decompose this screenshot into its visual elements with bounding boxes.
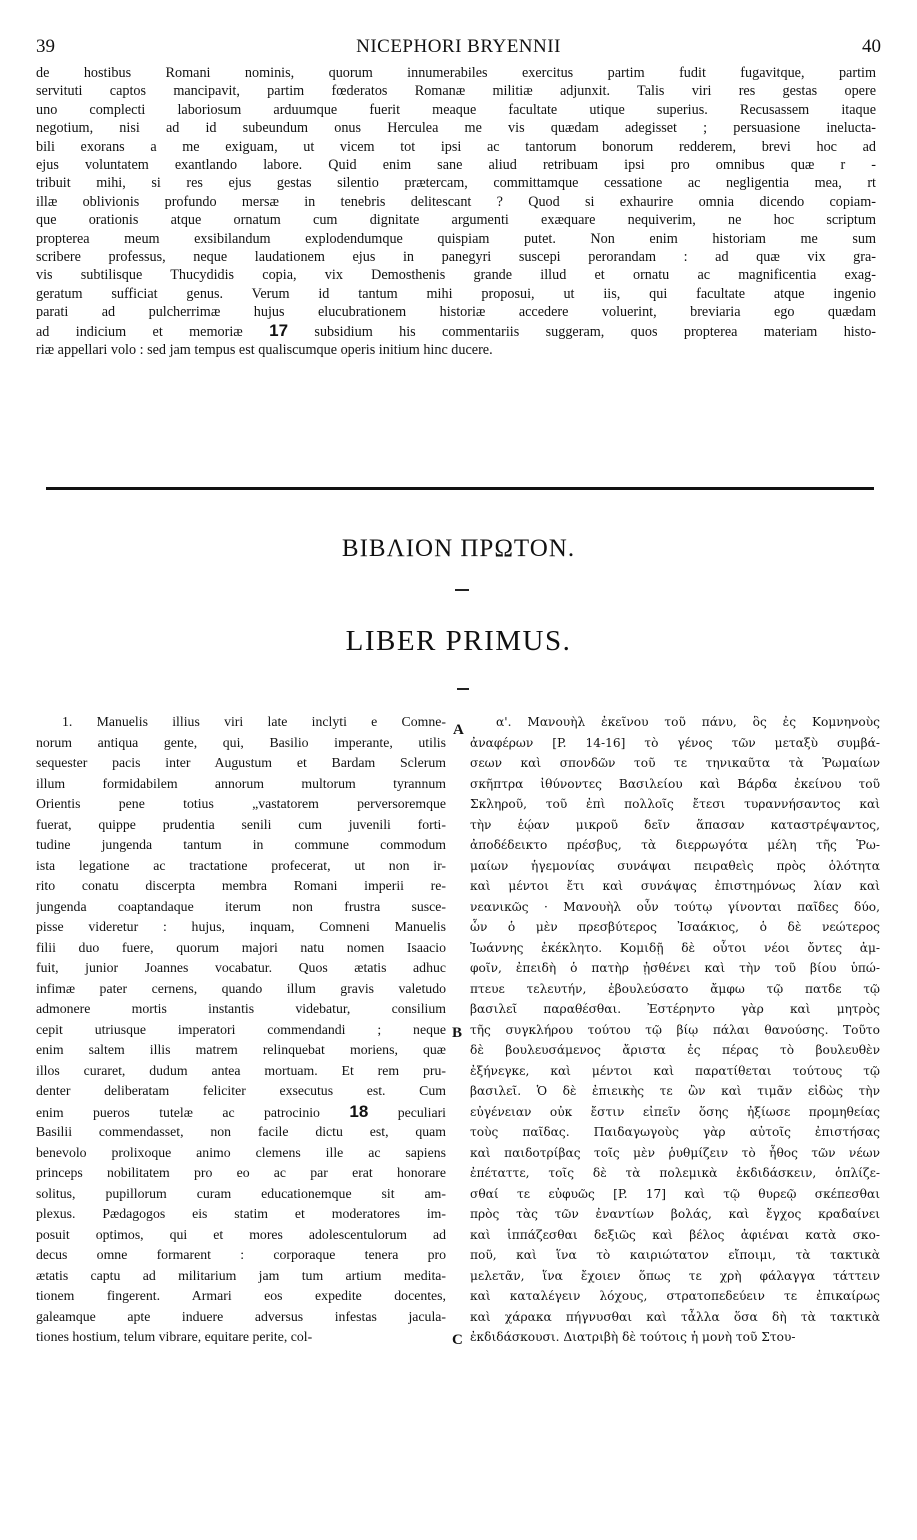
column-line: καὶ χάρακα πήγνυσθαι καὶ τἆλλα ὅσα δὴ τὰ τακτικὰ bbox=[470, 1309, 880, 1324]
column-line: α'. Μανουὴλ ἐκεῖνου τοῦ πάνυ, ὃς ἐς Κομνηνοὺς bbox=[496, 715, 880, 729]
running-title: NICEPHORI BRYENNII bbox=[356, 36, 561, 57]
column-line: infimæ pater cernens, quando illum gravis valetudo bbox=[36, 980, 446, 996]
preface-line-start: ad indicium et memoriæ bbox=[36, 323, 243, 340]
column-line: ætatis captu ad militarium jam tum artium medita- bbox=[36, 1267, 446, 1283]
column-line: Orientis pene totius „vastatorem perversoremque bbox=[36, 796, 446, 811]
column-line: τῆς συγκλήρου τούτου τῷ βίῳ πάλαι θανούσης. Τοῦτο bbox=[470, 1022, 880, 1037]
column-line: decus omne formarent : corporaque tenera pro bbox=[36, 1247, 446, 1262]
margin-marker-b: B bbox=[452, 1025, 463, 1041]
column-line: sequester pacis inter Augustum et Bardam Sclerum bbox=[36, 755, 446, 770]
column-line: ὧν ὁ μὲν πρεσβύτερος Ἰσαάκιος, ὁ δὲ νεώτερος bbox=[470, 920, 880, 934]
column-line: galeamque apte induere adversus infestas jacula- bbox=[36, 1308, 446, 1324]
column-line: σθαί τε εὐφυῶς [P. 17] καὶ τῷ θυρεῷ σκέπεσθαι bbox=[470, 1186, 880, 1201]
marginal-page-number: 18 bbox=[349, 1101, 369, 1121]
preface-line: scribere professus, neque laudationem ejus in panegyri suscepi perorandam : ad quæ vix gra- bbox=[36, 249, 876, 266]
column-line: τὴν ἑῴαν μικροῦ δεῖν ἅπασαν καταστρέψαντος, bbox=[470, 817, 880, 832]
preface-line: servituti captos mancipavit, partim fœderatos Romanæ militiæ adjunxit. Talis viri res gestas opere bbox=[36, 83, 876, 100]
column-line: posuit optimos, qui et mores adolescentulorum ad bbox=[36, 1226, 446, 1242]
column-line: tudine jungenda tantum in commune commodum bbox=[36, 837, 446, 852]
column-line: 1. Manuelis illius viri late inclyti e Comne- bbox=[62, 714, 446, 729]
preface-line: propterea meum exsibilandum explodendumque quispiam putet. Non enim historiam me sum bbox=[36, 230, 876, 247]
column-line: μελετᾶν, ἵνα ἔχοιεν ὅπως τε χρὴ φάλαγγα τάττειν bbox=[470, 1268, 880, 1283]
column-line: fuit, junior Joannes vocabatur. Quos ætatis adhuc bbox=[36, 960, 446, 975]
latin-column bbox=[36, 712, 446, 1348]
column-line: ἐπέταττε, τοῖς δὲ τὰ πολεμικὰ ἐκδιδάσκειν, ὁπλίζε- bbox=[470, 1166, 880, 1180]
column-line: solitus, pupillorum curam educationemque sit am- bbox=[36, 1185, 446, 1201]
column-line: Σκληροῦ, τοῦ ἐπὶ πολλοῖς ἔτεσι τυραννήσαντος καὶ bbox=[470, 797, 880, 811]
column-line: μαίων ἡγεμονίας συνάψαι πειραθεὶς πρὸς ὁλότητα bbox=[470, 858, 880, 873]
column-line: πρὸς τὰς τῶν ἐναντίων βολάς, καὶ ἔγχος κραδαίνει bbox=[470, 1207, 880, 1221]
column-line: ἐκδιδάσκουσι. Διατριβὴ δὲ τούτοις ἡ μονὴ τοῦ Στου- bbox=[470, 1330, 796, 1344]
column-line: benevolo prolixoque animo clemens ille ac sapiens bbox=[36, 1144, 446, 1160]
book-title-latin: LIBER PRIMUS. bbox=[345, 625, 572, 657]
column-line: καὶ ἱππάζεσθαι δεξιῶς καὶ βέλος ἀφιέναι κατὰ σκο- bbox=[470, 1227, 880, 1242]
preface-line: vis subtilisque Thucydidis copia, vix Demosthenis grande illud et ornatu ac magnificentia exag- bbox=[36, 267, 876, 284]
preface-line: que orationis atque ornatum cum dignitate argumenti exæquare nequiverim, ne hoc scriptum bbox=[36, 212, 876, 229]
preface-line: bili exorans a me exiguam, ut vicem tot ipsi ac tantorum bonorum redderem, brevi hoc ad bbox=[36, 138, 876, 155]
column-line: rito conatu discerpta membra Romani imperii re- bbox=[36, 878, 446, 893]
column-line: βασιλεῖ. Ὁ δὲ ἐπιεικὴς τε ὢν καὶ τιμᾶν εἰδὼς τὴν bbox=[470, 1084, 880, 1098]
column-line: φοῖν, ἐπειδὴ ὁ πατὴρ ᾐσθένει καὶ τὴν τοῦ βίου ὑπώ- bbox=[470, 961, 880, 975]
column-line: filii duo fuere, quorum majori natu nomen Isaacio bbox=[36, 939, 446, 955]
preface-line: geratum sufficiat genus. Verum id tantum mihi proposui, ut iis, qui facultate atque ingenio bbox=[36, 285, 876, 302]
section-divider bbox=[46, 487, 874, 490]
column-line: illos curaret, dudum antea mortuam. Et rem pru- bbox=[36, 1062, 446, 1078]
column-line: σεων καὶ σπονδῶν τοῦ τε τηνικαῦτα τὰ Ῥωμαίων bbox=[470, 756, 880, 770]
preface-line: uno complecti laboriosum arduumque fuerit meaque facultate utique superius. Recusassem itaque bbox=[36, 101, 876, 118]
column-line: princeps nobilitatem pro eo ac par erat honorare bbox=[36, 1165, 446, 1180]
line-end: peculiari bbox=[397, 1104, 446, 1120]
column-line: εὐγένειαν οὐκ ἔστιν εἰπεῖν ὅσης ἠξίωσε προμηθείας bbox=[470, 1104, 880, 1119]
running-head bbox=[36, 36, 881, 64]
column-line: καὶ καταλέγειν λόχους, στρατοπεδεύειν τε ἐπικαίρως bbox=[470, 1289, 880, 1303]
column-line: ἀναφέρων [P. 14-16] τὸ γένος τῶν μεταξὺ συμβά- bbox=[470, 735, 880, 750]
column-line: norum antiqua gente, qui, Basilio imperante, utilis bbox=[36, 734, 446, 750]
preface-line-with-sidenum bbox=[36, 322, 876, 341]
column-line: νεανικῶς · Μανουὴλ οὖν τούτῳ γίνονται παῖδες δύο, bbox=[470, 899, 880, 914]
title-dash bbox=[455, 589, 469, 591]
page-number-right: 40 bbox=[862, 36, 881, 57]
column-line: καὶ μέντοι ἔτι καὶ συνάψας ἐπιστημόνως λίαν καὶ bbox=[470, 879, 880, 893]
preface-paragraph bbox=[36, 64, 876, 360]
page-number-left: 39 bbox=[36, 36, 55, 57]
preface-line: ejus voluntatem exantlando labore. Quid enim sane aliud retribuam ipsi pro omnibus quæ r - bbox=[36, 157, 876, 174]
column-line: καὶ παιδοτρίβας τοῖς μὲν ῥυθμίζειν τὸ ἦθος τῶν νέων bbox=[470, 1145, 880, 1160]
preface-line: riæ appellari volo : sed jam tempus est qualiscumque operis initium hinc ducere. bbox=[36, 342, 493, 359]
column-line: tionem fingerent. Armari eos expedite docentes, bbox=[36, 1288, 446, 1303]
column-line: τοὺς παῖδας. Παιδαγωγοὺς γὰρ αὐτοῖς ἐπιστήσας bbox=[470, 1125, 880, 1139]
title-dash bbox=[457, 688, 469, 690]
column-line: βασιλεῖ παραθέσθαι. Ἐστέρηντο γὰρ καὶ μητρὸς bbox=[470, 1002, 880, 1016]
preface-line: de hostibus Romani nominis, quorum innumerabiles exercitus partim fudit fugavitque, partim bbox=[36, 65, 876, 81]
column-line: Basilii commendasset, non facile dictu est, quam bbox=[36, 1124, 446, 1139]
column-line: tiones hostium, telum vibrare, equitare perite, col- bbox=[36, 1329, 313, 1344]
preface-line-end: subsidium his commentariis suggeram, quos propterea materiam histo- bbox=[314, 323, 876, 340]
column-line: jungenda coaptandaque iterum non frustra susce- bbox=[36, 898, 446, 914]
preface-line: parati ad pulcherrimæ hujus elucubrationem historiæ accedere voluerint, breviaria ego quædam bbox=[36, 304, 876, 321]
marginal-page-number: 17 bbox=[269, 321, 289, 340]
column-line: πτευε τελευτήν, ἐβουλεύσατο ἄμφω τῷ πατδε τῷ bbox=[470, 981, 880, 996]
column-line: Ἰωάννης ἐκέκλητο. Κομιδῇ δὲ οὗτοι νέοι ὄντες ἀμ- bbox=[470, 940, 880, 955]
column-line: admonere mortis instantis videbatur, consilium bbox=[36, 1001, 446, 1016]
column-line: ἐξήνεγκε, καὶ μέντοι καὶ παρατίθεται τούτους τῷ bbox=[470, 1063, 880, 1078]
line-start: enim pueros tutelæ ac patrocinio bbox=[36, 1104, 320, 1120]
column-line: pisse videretur : hujus, inquam, Comneni Manuelis bbox=[36, 919, 446, 934]
column-line: illum formidabilem annorum multorum tyrannum bbox=[36, 775, 446, 791]
column-line: δὲ βουλευσάμενος ἄριστα ἐς πέρας τὸ βουλευθὲν bbox=[470, 1043, 880, 1057]
margin-marker-a: A bbox=[453, 722, 464, 738]
column-line: enim saltem illis matrem relinquebat moriens, quæ bbox=[36, 1042, 446, 1057]
column-line bbox=[36, 1102, 446, 1123]
preface-line: illæ oblivionis profundo mersæ in tenebris delitescant ? Quod si exhaurire omnia dicendo copiam- bbox=[36, 193, 876, 210]
column-line: ἀποδέδεικτο πρέσβυς, τὰ διερρωγότα μέλη τῆς Ῥω- bbox=[470, 838, 880, 852]
column-line: fuerat, quippe prudentia senili cum juvenili forti- bbox=[36, 816, 446, 832]
greek-column bbox=[470, 712, 880, 1348]
column-line: denter deliberatam feliciter exsecutus est. Cum bbox=[36, 1083, 446, 1098]
column-line: ποῦ, καὶ ἵνα τὸ καιριώτατον εἴποιμι, τὰ τακτικὰ bbox=[470, 1248, 880, 1262]
column-line: plexus. Pædagogos eis statim et moderatores im- bbox=[36, 1206, 446, 1221]
margin-marker-c: C bbox=[452, 1332, 463, 1348]
column-line: cepit utriusque imperatori commendandi ; neque bbox=[36, 1021, 446, 1037]
book-title-greek: ΒΙΒΛΙΟΝ ΠΡΩΤΟΝ. bbox=[341, 535, 576, 562]
column-line: σκῆπτρα ἰθύνοντες Βασιλείου καὶ Βάρδα ἐκείνου τοῦ bbox=[470, 776, 880, 791]
column-line: ista legatione ac tractatione profecerat, ut non ir- bbox=[36, 857, 446, 873]
preface-line: negotium, nisi ad id subeundum onus Herculea me vis quædam adegisset ; persuasione inelucta- bbox=[36, 120, 876, 137]
preface-line: tribuit mihi, si res ejus gestas silentio prætercam, committamque cessatione ac negligentia mea, rt bbox=[36, 175, 876, 192]
